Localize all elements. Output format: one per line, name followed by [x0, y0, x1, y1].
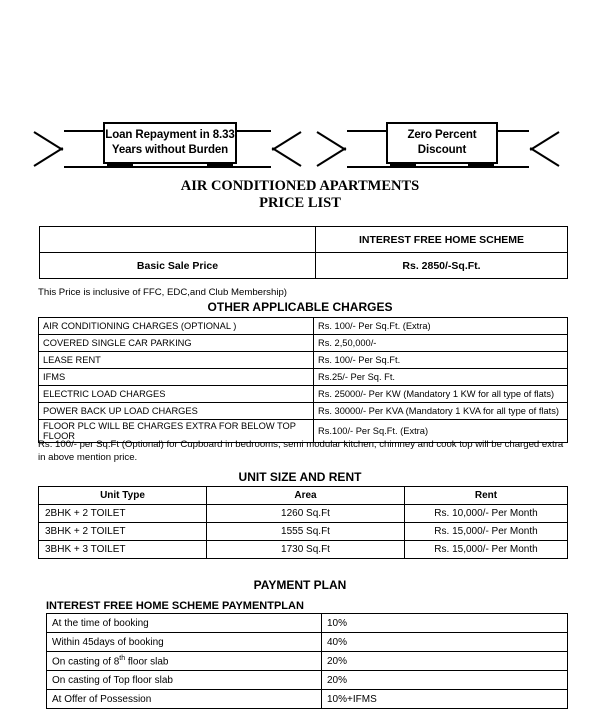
charge-label: IFMS: [39, 369, 314, 386]
scheme-header-cell: INTEREST FREE HOME SCHEME: [316, 227, 568, 253]
basic-sale-price-value: Rs. 2850/-Sq.Ft.: [316, 253, 568, 279]
banner-loan-repayment: [35, 118, 300, 178]
banner-text-line: Years without Burden: [111, 144, 229, 156]
page-title: [0, 178, 600, 212]
banner-text-line: Loan Repayment in 8.33: [105, 129, 235, 141]
unit-type-cell: 3BHK + 2 TOILET: [39, 523, 207, 541]
table-row: [47, 633, 568, 652]
milestone-cell: At Offer of Possession: [47, 690, 322, 709]
milestone-cell: [47, 652, 322, 671]
percent-cell: 10%+IFMS: [322, 690, 568, 709]
table-row: [39, 335, 568, 352]
table-row: [40, 227, 568, 253]
charge-value: Rs. 100/- Per Sq.Ft.: [314, 352, 568, 369]
area-cell: 1555 Sq.Ft: [207, 523, 405, 541]
table-row: [39, 386, 568, 403]
charge-label: AIR CONDITIONING CHARGES (OPTIONAL ): [39, 318, 314, 335]
unit-type-cell: 3BHK + 3 TOILET: [39, 541, 207, 559]
percent-cell: 20%: [322, 671, 568, 690]
milestone-text-pre: On casting of 8: [52, 656, 120, 668]
chevron-left-icon: [317, 130, 347, 168]
rent-cell: Rs. 15,000/- Per Month: [405, 541, 568, 559]
milestone-cell: On casting of Top floor slab: [47, 671, 322, 690]
other-charges-heading: OTHER APPLICABLE CHARGES: [207, 300, 393, 314]
table-row: [47, 614, 568, 633]
table-row: [39, 369, 568, 386]
area-cell: 1730 Sq.Ft: [207, 541, 405, 559]
percent-cell: 40%: [322, 633, 568, 652]
charge-label: POWER BACK UP LOAD CHARGES: [39, 403, 314, 420]
charge-value: Rs.25/- Per Sq. Ft.: [314, 369, 568, 386]
area-cell: 1260 Sq.Ft: [207, 505, 405, 523]
banner-text-line: Discount: [417, 144, 467, 156]
chevron-right-icon: [271, 130, 301, 168]
table-header-row: [39, 487, 568, 505]
charge-label: COVERED SINGLE CAR PARKING: [39, 335, 314, 352]
price-table: [39, 226, 568, 279]
charge-label: ELECTRIC LOAD CHARGES: [39, 386, 314, 403]
table-row: [39, 541, 568, 559]
charge-value: Rs. 30000/- Per KVA (Mandatory 1 KVA for all type of flats): [314, 403, 568, 420]
banner-plaque: [386, 122, 498, 164]
payment-plan-heading: PAYMENT PLAN: [253, 578, 347, 592]
column-header-rent: Rent: [405, 487, 568, 505]
milestone-cell: Within 45days of booking: [47, 633, 322, 652]
milestone-text-post: floor slab: [125, 656, 169, 668]
table-row: [39, 318, 568, 335]
charge-label: LEASE RENT: [39, 352, 314, 369]
table-row: [39, 403, 568, 420]
percent-cell: 20%: [322, 652, 568, 671]
ordinal-suffix: th: [119, 654, 126, 662]
price-inclusive-note: This Price is inclusive of FFC, EDC,and Club Membership): [38, 287, 287, 298]
unit-type-cell: 2BHK + 2 TOILET: [39, 505, 207, 523]
basic-sale-price-label: Basic Sale Price: [40, 253, 316, 279]
charge-label: FLOOR PLC WILL BE CHARGES EXTRA FOR BELOW TOP FLOOR: [39, 420, 314, 443]
banner-row: [0, 118, 600, 178]
banner-plaque: [103, 122, 237, 164]
charge-value: Rs.100/- Per Sq.Ft. (Extra): [314, 420, 568, 443]
table-row: [47, 652, 568, 671]
table-row: [39, 352, 568, 369]
column-header-area: Area: [207, 487, 405, 505]
banner-text-line: Zero Percent: [407, 129, 477, 141]
charge-value: Rs. 100/- Per Sq.Ft. (Extra): [314, 318, 568, 335]
table-row: [47, 690, 568, 709]
price-blank-cell: [40, 227, 316, 253]
rent-cell: Rs. 15,000/- Per Month: [405, 523, 568, 541]
chevron-right-icon: [529, 130, 559, 168]
page-title-line2: PRICE LIST: [259, 195, 341, 211]
table-row: [39, 505, 568, 523]
payment-plan-table: [46, 613, 568, 709]
payment-plan-subheading: INTEREST FREE HOME SCHEME PAYMENTPLAN: [46, 600, 304, 612]
charge-value: Rs. 25000/- Per KW (Mandatory 1 KW for all type of flats): [314, 386, 568, 403]
page-title-line1: AIR CONDITIONED APARTMENTS: [180, 178, 420, 194]
table-row: [47, 671, 568, 690]
percent-cell: 10%: [322, 614, 568, 633]
chevron-left-icon: [34, 130, 64, 168]
table-row: [40, 253, 568, 279]
charge-value: Rs. 2,50,000/-: [314, 335, 568, 352]
unit-size-heading: UNIT SIZE AND RENT: [238, 470, 362, 484]
unit-size-table: [38, 486, 568, 559]
column-header-unit-type: Unit Type: [39, 487, 207, 505]
cupboard-extra-note: Rs. 100/- per Sq.Ft (Optional) for Cupboard in bedrooms, semi modular kitchen, chimney and cook top will be charged extra in above mention price.: [38, 439, 564, 463]
milestone-cell: At the time of booking: [47, 614, 322, 633]
banner-zero-percent-discount: [318, 118, 558, 178]
table-row: [39, 523, 568, 541]
other-charges-table: [38, 317, 568, 443]
rent-cell: Rs. 10,000/- Per Month: [405, 505, 568, 523]
